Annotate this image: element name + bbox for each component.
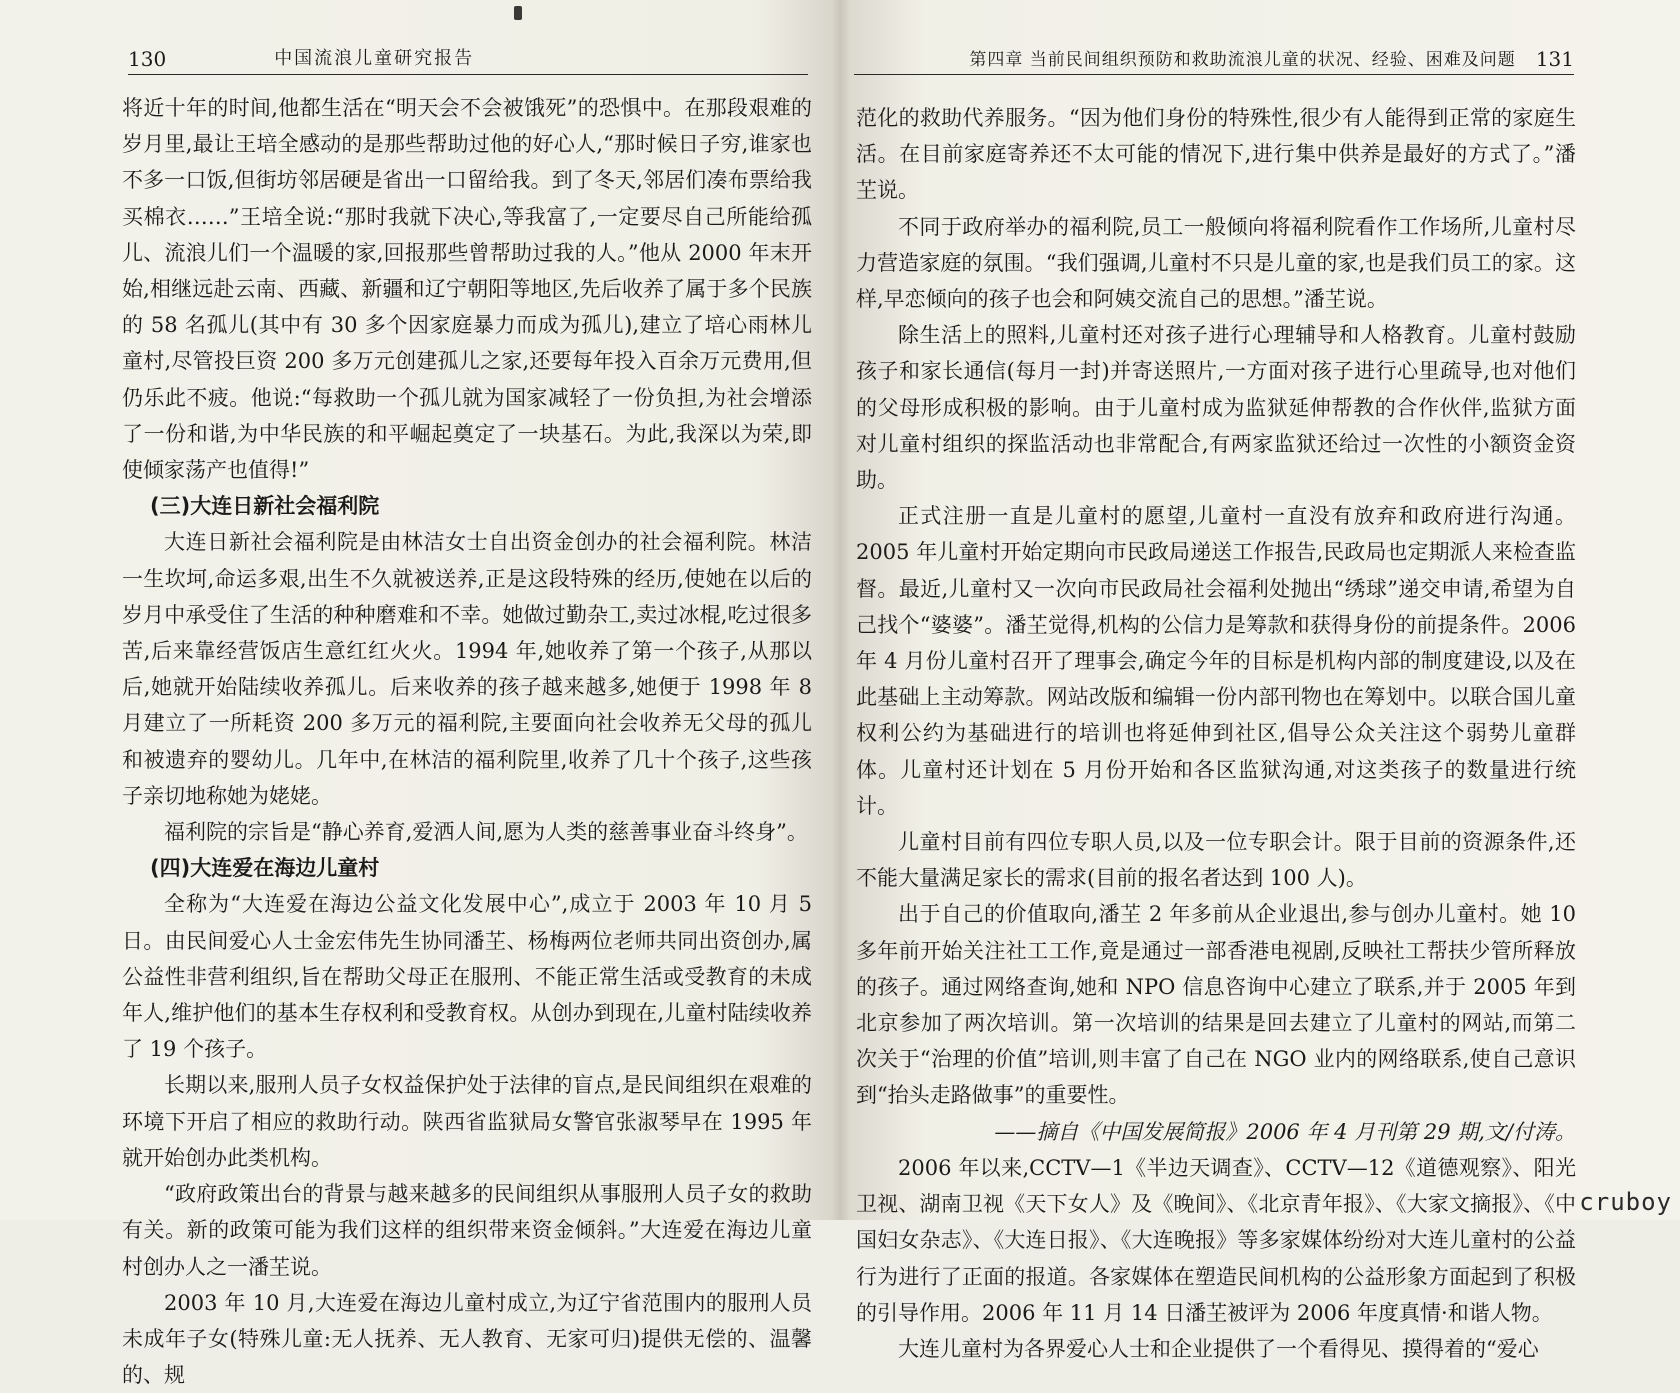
- paragraph: 正式注册一直是儿童村的愿望,儿童村一直没有放弃和政府进行沟通。2005 年儿童村开始定期向市民政局递送工作报告,民政局也定期派人来检查监督。最近,儿童村又一次向市民政局社会福利处抛出“绣球”递交申请,希望为自己找个“婆婆”。潘芏觉得,机构的公信力是筹款和获得身份的前提条件。2006 年 4 月份儿童村召开了理事会,确定今年的目标是机构内部的制度建设,以及在此基础上主动筹款。网站改版和编辑一份内部刊物也在筹划中。以联合国儿童权利公约为基础进行的培训也将延伸到社区,倡导公众关注这个弱势儿童群体。儿童村还计划在 5 月份开始和各区监狱沟通,对这类孩子的数量进行统计。: [856, 504, 1576, 818]
- paragraph: 儿童村目前有四位专职人员,以及一位专职会计。限于目前的资源条件,还不能大量满足家长的需求(目前的报名者达到 100 人)。: [856, 830, 1576, 891]
- paragraph: 2003 年 10 月,大连爱在海边儿童村成立,为辽宁省范围内的服刑人员未成年子女(特殊儿童:无人抚养、无人教育、无家可归)提供无偿的、温馨的、规: [122, 1290, 812, 1388]
- paragraph: 大连日新社会福利院是由林洁女士自出资金创办的社会福利院。林洁一生坎坷,命运多艰,出生不久就被送养,正是这段特殊的经历,使她在以后的岁月中承受住了生活的种种磨难和不幸。她做过勤杂工,卖过冰棍,吃过很多苦,后来靠经营饭店生意红红火火。1994 年,她收养了第一个孩子,从那以后,她就开始陆续收养孤儿。后来收养的孩子越来越多,她便于 1998 年 8 月建立了一所耗资 200 多万元的福利院,主要面向社会收养无父母的孤儿和被遗弃的婴幼儿。几年中,在林洁的福利院里,收养了几十个孩子,这些孩子亲切地称她为姥姥。: [122, 530, 812, 808]
- left-page-header: [128, 42, 808, 75]
- paragraph: 大连儿童村为各界爱心人士和企业提供了一个看得见、摸得着的“爱心: [898, 1336, 1539, 1361]
- paragraph: 将近十年的时间,他都生活在“明天会不会被饿死”的恐惧中。在那段艰难的岁月里,最让王培全感动的是那些帮助过他的好心人,“那时候日子穷,谁家也不多一口饭,但街坊邻居硬是省出一口留给我。到了冬天,邻居们凑布票给我买棉衣……”王培全说:“那时我就下决心,等我富了,一定要尽自己所能给孤儿、流浪儿们一个温暖的家,回报那些曾帮助过我的人。”他从 2000 年末开始,相继远赴云南、西藏、新疆和辽宁朝阳等地区,先后收养了属于多个民族的 58 名孤儿(其中有 30 多个因家庭暴力而成为孤儿),建立了培心雨林儿童村,尽管投巨资 200 多万元创建孤儿之家,还要每年投入百余万元费用,但仍乐此不疲。他说:“每救助一个孤儿就为国家减轻了一份负担,为社会增添了一份和谐,为中华民族的和平崛起奠定了一块基石。为此,我深以为荣,即使倾家荡产也值得!”: [122, 96, 812, 483]
- left-page: [0, 0, 840, 1388]
- paragraph: 不同于政府举办的福利院,员工一般倾向将福利院看作工作场所,儿童村尽力营造家庭的氛围。“我们强调,儿童村不只是儿童的家,也是我们员工的家。这样,早恋倾向的孩子也会和阿姨交流自己的思想。”潘芏说。: [856, 214, 1576, 312]
- left-running-title: 中国流浪儿童研究报告: [274, 48, 475, 69]
- paragraph: 长期以来,服刑人员子女权益保护处于法律的盲点,是民间组织在艰难的环境下开启了相应的救助行动。陕西省监狱局女警官张淑琴早在 1995 年就开始创办此类机构。: [122, 1073, 812, 1170]
- section-heading: (三)大连日新社会福利院: [150, 494, 380, 519]
- right-page-body: [856, 100, 1576, 1367]
- watermark-text: cruboy: [1579, 1188, 1672, 1216]
- paragraph: 福利院的宗旨是“静心养育,爱洒人间,愿为人类的慈善事业奋斗终身”。: [164, 820, 808, 845]
- right-running-title: 第四章 当前民间组织预防和救助流浪儿童的状况、经验、困难及问题: [969, 50, 1516, 70]
- citation: ——摘自《中国发展简报》2006 年 4 月刊第 29 期,文/付涛。: [994, 1119, 1576, 1144]
- right-page-header: [854, 42, 1574, 75]
- paragraph: 2006 年以来,CCTV—1《半边天调查》、CCTV—12《道德观察》、阳光卫视、湖南卫视《天下女人》及《晚间》、《北京青年报》、《大家文摘报》、《中国妇女杂志》、《大连日报》、《大连晚报》等多家媒体纷纷对大连儿童村的公益行为进行了正面的报道。各家媒体在塑造民间机构的公益形象方面起到了积极的引导作用。2006 年 11 月 14 日潘芏被评为 2006 年度真情·和谐人物。: [856, 1155, 1576, 1325]
- left-page-number: 130: [128, 47, 167, 71]
- right-page: [840, 0, 1680, 1361]
- paragraph: 除生活上的照料,儿童村还对孩子进行心理辅导和人格教育。儿童村鼓励孩子和家长通信(每月一封)并寄送照片,一方面对孩子进行心里疏导,也对他们的父母形成积极的影响。由于儿童村成为监狱延伸帮教的合作伙伴,监狱方面对儿童村组织的探监活动也非常配合,有两家监狱还给过一次性的小额资金资助。: [856, 323, 1576, 493]
- left-page-body: [122, 90, 812, 1393]
- right-page-number: 131: [1535, 47, 1574, 71]
- paragraph: 出于自己的价值取向,潘芏 2 年多前从企业退出,参与创办儿童村。她 10 多年前开始关注社工工作,竟是通过一部香港电视剧,反映社工帮扶少管所释放的孩子。通过网络查询,她和 NPO 信息咨询中心建立了联系,并于 2005 年到北京参加了两次培训。第一次培训的结果是回去建立了儿童村的网站,而第二次关于“治理的价值”培训,则丰富了自己在 NGO 业内的网络联系,使自己意识到“抬头走路做事”的重要性。: [856, 902, 1576, 1108]
- section-heading: (四)大连爱在海边儿童村: [150, 856, 380, 881]
- paragraph: “政府政策出台的背景与越来越多的民间组织从事服刑人员子女的救助有关。新的政策可能为我们这样的组织带来资金倾斜。”大连爱在海边儿童村创办人之一潘芏说。: [122, 1182, 812, 1279]
- paragraph: 范化的救助代养服务。“因为他们身份的特殊性,很少有人能得到正常的家庭生活。在目前家庭寄养还不太可能的情况下,进行集中供养是最好的方式了。”潘芏说。: [856, 106, 1576, 203]
- paragraph: 全称为“大连爱在海边公益文化发展中心”,成立于 2003 年 10 月 5 日。由民间爱心人士金宏伟先生协同潘芏、杨梅两位老师共同出资创办,属公益性非营利组织,旨在帮助父母正在服刑、不能正常生活或受教育的未成年人,维护他们的基本生存权利和受教育权。从创办到现在,儿童村陆续收养了 19 个孩子。: [122, 892, 812, 1062]
